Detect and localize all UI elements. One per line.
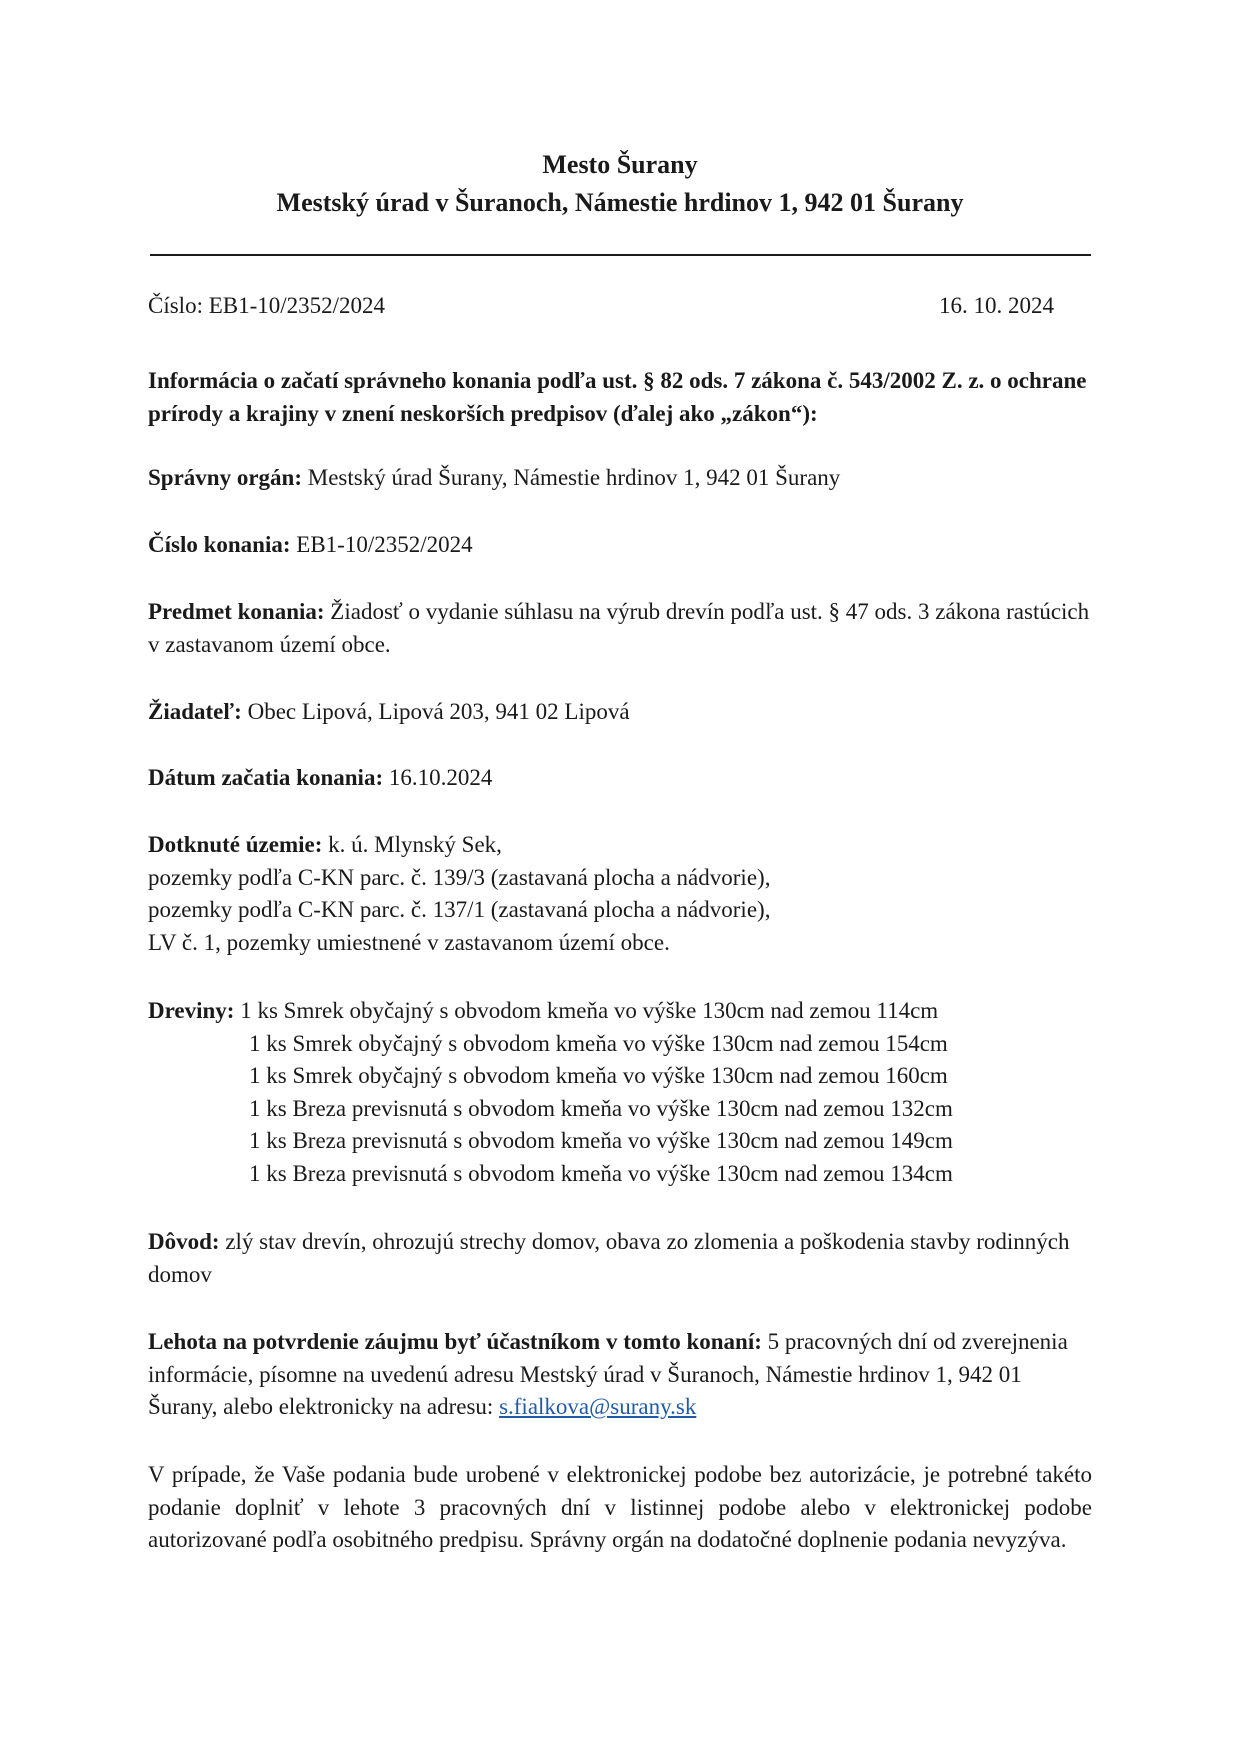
field-dotknute-uzemie [148,829,1092,959]
field-value: Žiadosť o vydanie súhlasu na výrub drevín podľa ust. § 47 ods. 3 zákona rastúcich v zastavanom území obce. [148,599,1090,657]
header-office-address: Mestský úrad v Šuranoch, Námestie hrdinov 1, 942 01 Šurany [276,188,964,217]
field-lehota [148,1326,1092,1424]
field-value: EB1-10/2352/2024 [290,532,473,557]
intro-heading [148,365,1092,430]
tree-item: 1 ks Breza previsnutá s obvodom kmeňa vo výške 130cm nad zemou 134cm [249,1160,953,1186]
tree-item: 1 ks Breza previsnutá s obvodom kmeňa vo výške 130cm nad zemou 132cm [249,1095,953,1121]
field-ziadatel [148,696,1092,729]
email-link[interactable]: s.fialkova@surany.sk [499,1394,697,1419]
field-cislo-konania [148,529,1092,562]
field-label: Dreviny: [148,998,235,1023]
field-label: Dotknuté územie: [148,832,323,857]
header-city-name: Mesto Šurany [542,150,698,179]
field-label: Správny orgán: [148,465,302,490]
final-paragraph-text: V prípade, že Vaše podania bude urobené v elektronickej podobe bez autorizácie, je potrebné takéto podanie doplniť v lehote 3 pracovných dní v listinnej podobe alebo v elektronickej podobe autorizované podľa osobitného predpisu. Správny orgán na dodatočné doplnenie podania nevyzýva. [148,1462,1092,1552]
document-number-row [148,290,1054,322]
field-value: 16.10.2024 [383,765,493,790]
field-label: Žiadateľ: [148,699,242,724]
intro-text: Informácia o začatí správneho konania podľa ust. § 82 ods. 7 zákona č. 543/2002 Z. z. o ochrane prírody a krajiny v znení neskorších predpisov (ďalej ako „zákon“): [148,368,1087,426]
field-value: k. ú. Mlynský Sek, [322,832,502,857]
field-value: Obec Lipová, Lipová 203, 941 02 Lipová [241,699,630,724]
tree-item: 1 ks Smrek obyčajný s obvodom kmeňa vo výške 130cm nad zemou 160cm [249,1063,948,1088]
header-divider [150,254,1091,256]
uzemie-line: pozemky podľa C-KN parc. č. 137/1 (zastavaná plocha a nádvorie), [148,897,771,922]
tree-item: 1 ks Smrek obyčajný s obvodom kmeňa vo výške 130cm nad zemou 114cm [240,998,939,1023]
final-paragraph [148,1459,1092,1557]
document-date: 16. 10. 2024 [939,293,1054,318]
field-label: Číslo konania: [148,532,291,557]
field-label: Predmet konania: [148,599,325,624]
field-value: zlý stav drevín, ohrozujú strechy domov, obava zo zlomenia a poškodenia stavby rodinných domov [148,1229,1070,1287]
field-label: Lehota na potvrdenie záujmu byť účastníkom v tomto konaní: [148,1329,762,1354]
field-predmet-konania [148,596,1092,661]
field-label: Dôvod: [148,1229,220,1254]
document-number: Číslo: EB1-10/2352/2024 [148,293,386,318]
field-dovod [148,1226,1092,1291]
field-spravny-organ [148,462,1092,495]
field-value: Mestský úrad Šurany, Námestie hrdinov 1, 942 01 Šurany [302,465,841,490]
field-label: Dátum začatia konania: [148,765,384,790]
field-datum-zacatia [148,762,1092,795]
tree-item: 1 ks Breza previsnutá s obvodom kmeňa vo výške 130cm nad zemou 149cm [249,1128,953,1153]
uzemie-line: LV č. 1, pozemky umiestnené v zastavanom území obce. [148,929,670,955]
tree-item: 1 ks Smrek obyčajný s obvodom kmeňa vo výške 130cm nad zemou 154cm [249,1030,948,1056]
field-dreviny [148,995,1092,1190]
uzemie-line: pozemky podľa C-KN parc. č. 139/3 (zastavaná plocha a nádvorie), [148,864,771,890]
field-value: 5 pracovných dní od zverejnenia informácie, písomne na uvedenú adresu Mestský úrad v Šuranoch, Námestie hrdinov 1, 942 01 Šurany, alebo elektronicky na adresu: [148,1329,1068,1419]
